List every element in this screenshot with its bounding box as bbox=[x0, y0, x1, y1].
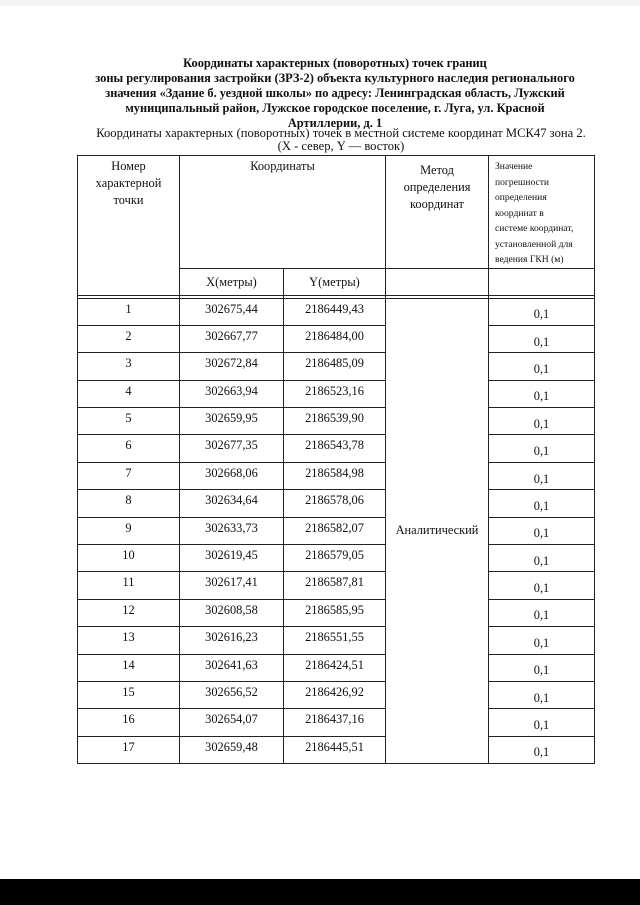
header-method-empty bbox=[386, 268, 489, 295]
scan-top-edge bbox=[0, 0, 640, 6]
title-line: Артиллерии, д. 1 bbox=[287, 116, 383, 130]
accuracy-value: 0,1 bbox=[489, 517, 595, 544]
point-number: 14 bbox=[78, 654, 180, 681]
table-row bbox=[78, 408, 595, 435]
y-coordinate: 2186543,78 bbox=[284, 435, 386, 462]
y-coordinate: 2186484,00 bbox=[284, 325, 386, 352]
x-coordinate: 302668,06 bbox=[180, 462, 284, 489]
table-row bbox=[78, 298, 595, 325]
accuracy-value: 0,1 bbox=[489, 325, 595, 352]
y-coordinate: 2186551,55 bbox=[284, 627, 386, 654]
y-coordinate: 2186449,43 bbox=[284, 298, 386, 325]
y-coordinate: 2186584,98 bbox=[284, 462, 386, 489]
accuracy-value: 0,1 bbox=[489, 572, 595, 599]
point-number: 15 bbox=[78, 681, 180, 708]
table-body bbox=[78, 298, 595, 764]
accuracy-value: 0,1 bbox=[489, 545, 595, 572]
table-row bbox=[78, 517, 595, 544]
y-coordinate: 2186539,90 bbox=[284, 408, 386, 435]
accuracy-value: 0,1 bbox=[489, 298, 595, 325]
table-row bbox=[78, 545, 595, 572]
point-number: 5 bbox=[78, 408, 180, 435]
x-coordinate: 302659,95 bbox=[180, 408, 284, 435]
accuracy-value: 0,1 bbox=[489, 736, 595, 763]
header-method: Метод определения координат bbox=[386, 156, 489, 269]
point-number: 12 bbox=[78, 599, 180, 626]
point-number: 3 bbox=[78, 353, 180, 380]
x-coordinate: 302617,41 bbox=[180, 572, 284, 599]
x-coordinate: 302634,64 bbox=[180, 490, 284, 517]
header-accuracy-empty bbox=[489, 268, 595, 295]
x-coordinate: 302641,63 bbox=[180, 654, 284, 681]
header-coordinates: Координаты bbox=[180, 156, 386, 269]
y-coordinate: 2186437,16 bbox=[284, 709, 386, 736]
subtitle-line: (X - север, Y — восток) bbox=[277, 139, 405, 153]
x-coordinate: 302659,48 bbox=[180, 736, 284, 763]
x-coordinate: 302667,77 bbox=[180, 325, 284, 352]
header-point-number: Номер характерной точки bbox=[78, 156, 180, 296]
coordinate-system-note bbox=[76, 127, 606, 153]
x-coordinate: 302619,45 bbox=[180, 545, 284, 572]
table-row bbox=[78, 462, 595, 489]
accuracy-value: 0,1 bbox=[489, 408, 595, 435]
x-coordinate: 302663,94 bbox=[180, 380, 284, 407]
table-row bbox=[78, 709, 595, 736]
title-line: муниципальный район, Лужское городское поселение, г. Луга, ул. Красной bbox=[125, 101, 545, 115]
scan-bottom-edge bbox=[0, 879, 640, 905]
x-coordinate: 302672,84 bbox=[180, 353, 284, 380]
point-number: 10 bbox=[78, 545, 180, 572]
point-number: 9 bbox=[78, 517, 180, 544]
title-line: Координаты характерных (поворотных) точек границ bbox=[183, 56, 487, 70]
table-row bbox=[78, 572, 595, 599]
y-coordinate: 2186587,81 bbox=[284, 572, 386, 599]
point-number: 17 bbox=[78, 736, 180, 763]
accuracy-value: 0,1 bbox=[489, 380, 595, 407]
y-coordinate: 2186579,05 bbox=[284, 545, 386, 572]
y-coordinate: 2186578,06 bbox=[284, 490, 386, 517]
point-number: 11 bbox=[78, 572, 180, 599]
table-row bbox=[78, 654, 595, 681]
x-coordinate: 302616,23 bbox=[180, 627, 284, 654]
accuracy-value: 0,1 bbox=[489, 599, 595, 626]
point-number: 8 bbox=[78, 490, 180, 517]
table-row bbox=[78, 681, 595, 708]
header-y: Y(метры) bbox=[284, 268, 386, 295]
y-coordinate: 2186424,51 bbox=[284, 654, 386, 681]
y-coordinate: 2186426,92 bbox=[284, 681, 386, 708]
table-row bbox=[78, 380, 595, 407]
point-number: 13 bbox=[78, 627, 180, 654]
table-row bbox=[78, 599, 595, 626]
y-coordinate: 2186485,09 bbox=[284, 353, 386, 380]
coordinates-table bbox=[77, 155, 595, 764]
x-coordinate: 302633,73 bbox=[180, 517, 284, 544]
table-row bbox=[78, 435, 595, 462]
accuracy-value: 0,1 bbox=[489, 709, 595, 736]
subtitle-line: Координаты характерных (поворотных) точек в местной системе координат МСК47 зона 2. bbox=[96, 126, 586, 140]
point-number: 7 bbox=[78, 462, 180, 489]
accuracy-value: 0,1 bbox=[489, 462, 595, 489]
table-row bbox=[78, 490, 595, 517]
point-number: 4 bbox=[78, 380, 180, 407]
table-row bbox=[78, 325, 595, 352]
x-coordinate: 302654,07 bbox=[180, 709, 284, 736]
x-coordinate: 302677,35 bbox=[180, 435, 284, 462]
table-row bbox=[78, 736, 595, 763]
title-line: значения «Здание б. уездной школы» по адресу: Ленинградская область, Лужский bbox=[105, 86, 565, 100]
accuracy-value: 0,1 bbox=[489, 353, 595, 380]
accuracy-value: 0,1 bbox=[489, 490, 595, 517]
document-title bbox=[70, 56, 600, 131]
method-value: Аналитический bbox=[386, 298, 489, 764]
table-row bbox=[78, 627, 595, 654]
accuracy-value: 0,1 bbox=[489, 681, 595, 708]
point-number: 2 bbox=[78, 325, 180, 352]
header-accuracy: Значение погрешности определения координат в системе координат, установленной для ведения ГКН (м) bbox=[489, 156, 595, 269]
x-coordinate: 302608,58 bbox=[180, 599, 284, 626]
table-row bbox=[78, 353, 595, 380]
y-coordinate: 2186585,95 bbox=[284, 599, 386, 626]
y-coordinate: 2186523,16 bbox=[284, 380, 386, 407]
x-coordinate: 302656,52 bbox=[180, 681, 284, 708]
accuracy-value: 0,1 bbox=[489, 654, 595, 681]
header-x: X(метры) bbox=[180, 268, 284, 295]
title-line: зоны регулирования застройки (ЗРЗ-2) объекта культурного наследия регионального bbox=[95, 71, 575, 85]
accuracy-value: 0,1 bbox=[489, 627, 595, 654]
y-coordinate: 2186445,51 bbox=[284, 736, 386, 763]
x-coordinate: 302675,44 bbox=[180, 298, 284, 325]
point-number: 16 bbox=[78, 709, 180, 736]
point-number: 1 bbox=[78, 298, 180, 325]
accuracy-value: 0,1 bbox=[489, 435, 595, 462]
y-coordinate: 2186582,07 bbox=[284, 517, 386, 544]
point-number: 6 bbox=[78, 435, 180, 462]
